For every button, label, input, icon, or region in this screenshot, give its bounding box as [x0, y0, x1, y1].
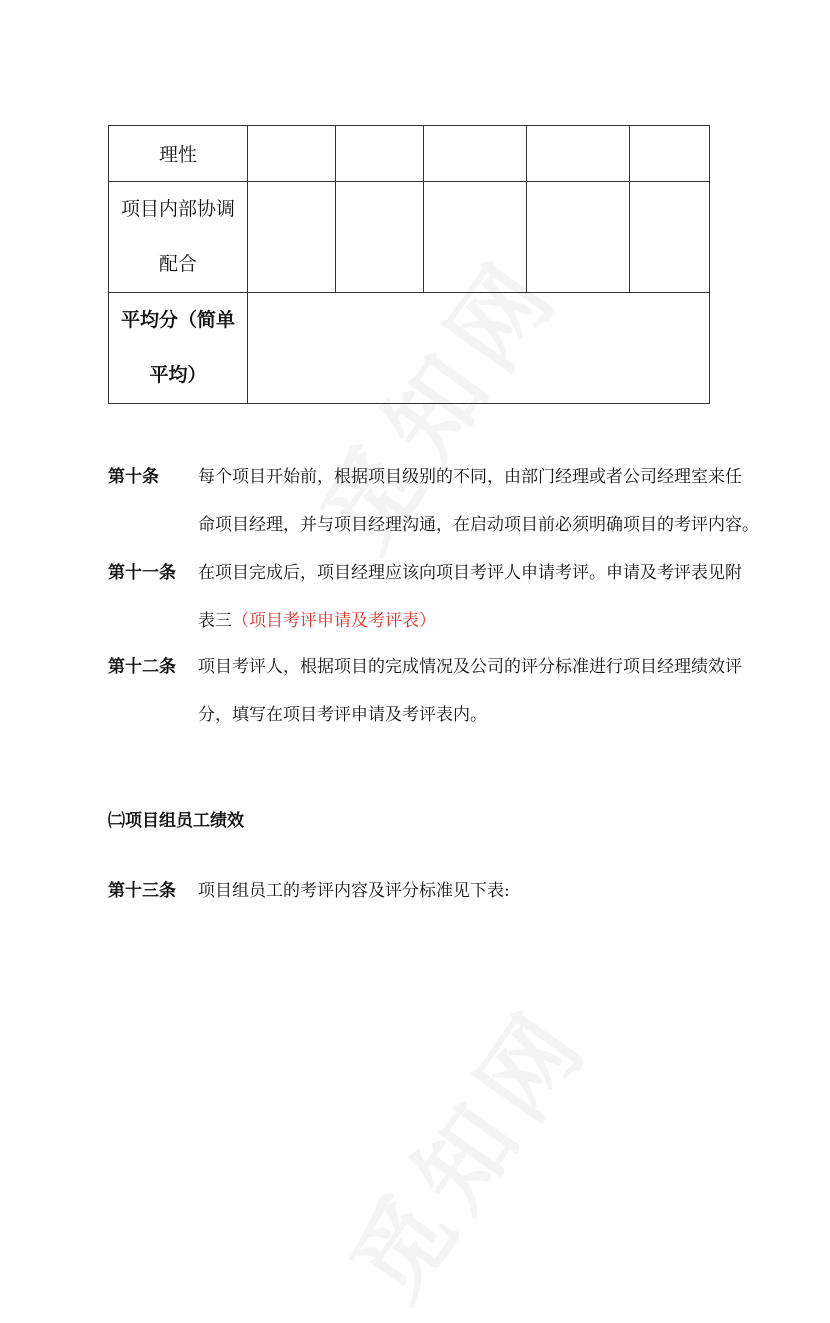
form-reference: （项目考评申请及考评表）: [232, 611, 436, 631]
score-cell: [248, 126, 336, 182]
row-label: 项目内部协调 配合: [109, 182, 248, 293]
score-cell: [630, 126, 710, 182]
watermark: [314, 974, 616, 1323]
article-number: 第十三条: [108, 881, 176, 901]
score-cell: [630, 182, 710, 293]
table-row: [109, 126, 710, 182]
article-text: 分，填写在项目考评申请及考评表内。: [198, 705, 487, 725]
score-cell: [527, 126, 630, 182]
article-text-line2: 表三（项目考评申请及考评表）: [198, 611, 436, 631]
table-row-average: [109, 293, 710, 404]
average-label: 平均分（简单 平均）: [109, 293, 248, 404]
article-text: 项目考评人，根据项目的完成情况及公司的评分标准进行项目经理绩效评: [198, 657, 742, 677]
score-cell: [527, 182, 630, 293]
article-text: 在项目完成后，项目经理应该向项目考评人申请考评。申请及考评表见附: [198, 563, 742, 583]
article-number: 第十一条: [108, 563, 176, 583]
score-cell: [248, 182, 336, 293]
table-row: [109, 182, 710, 293]
article-text: 每个项目开始前，根据项目级别的不同，由部门经理或者公司经理室来任: [198, 467, 742, 487]
score-cell: [424, 126, 527, 182]
article-text: 命项目经理，并与项目经理沟通，在启动项目前必须明确项目的考评内容。: [198, 515, 759, 535]
row-label: 理性: [109, 126, 248, 182]
article-text: 项目组员工的考评内容及评分标准见下表:: [198, 881, 510, 901]
section-heading: ㈡项目组员工绩效: [108, 811, 244, 831]
score-cell: [424, 182, 527, 293]
article-number: 第十二条: [108, 657, 176, 677]
article-number: 第十条: [108, 467, 159, 487]
score-cell: [336, 182, 424, 293]
evaluation-table: [108, 125, 710, 404]
average-value-cell: [248, 293, 710, 404]
score-cell: [336, 126, 424, 182]
